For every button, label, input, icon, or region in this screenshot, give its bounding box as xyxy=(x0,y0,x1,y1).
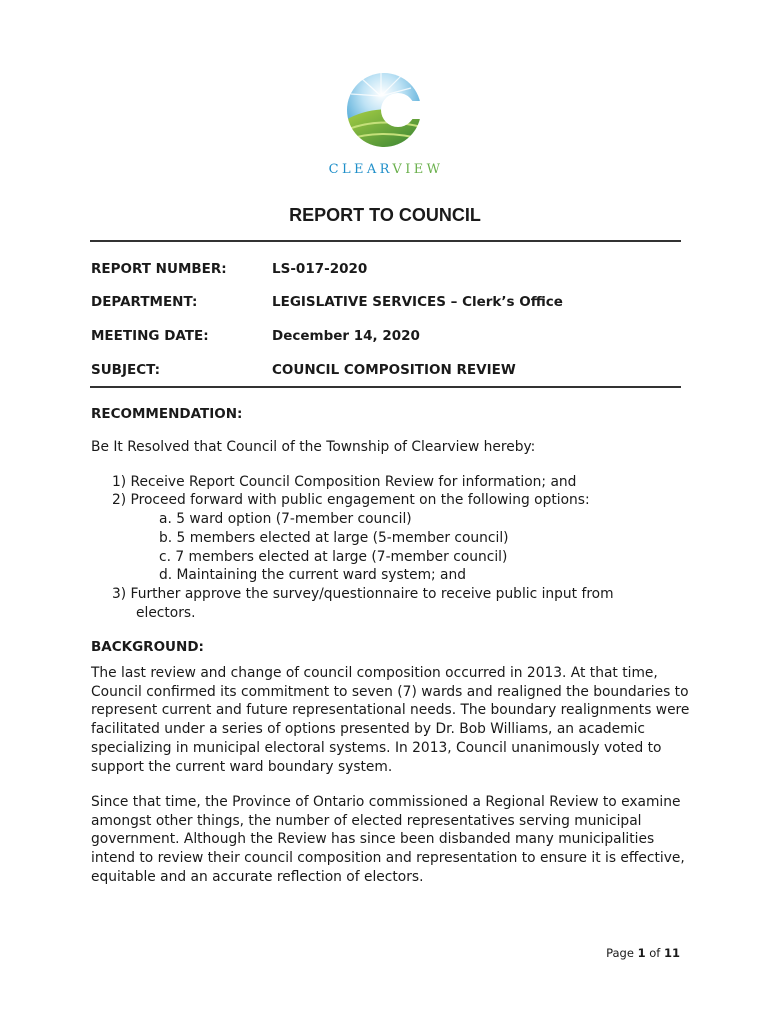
page-word: Page xyxy=(606,946,634,960)
background-paragraph: Since that time, the Province of Ontario commissioned a Regional Review to examine amongst other things, the number of elected representatives serving municipal government. Although the Review has since been disbanded many municipalities intend to review their council composition and representation to ensure it is effective, equitable and an accurate reflection of electors. xyxy=(91,794,685,885)
clearview-logo xyxy=(322,70,450,185)
recommendation-item: 2) Proceed forward with public engagement on the following options: xyxy=(112,492,590,508)
logo-wordmark xyxy=(322,162,450,177)
logo-wordmark-view: VIEW xyxy=(392,162,444,177)
report-title: REPORT TO COUNCIL xyxy=(289,205,481,225)
clearview-emblem-icon xyxy=(346,70,426,150)
meeting-date-value: December 14, 2020 xyxy=(272,328,420,344)
meta-rule xyxy=(90,386,681,388)
recommendation-subitem: d. Maintaining the current ward system; and xyxy=(159,567,466,583)
of-word: of xyxy=(649,946,661,960)
report-number-label: REPORT NUMBER: xyxy=(91,261,227,277)
recommendation-item-continued: electors. xyxy=(136,605,196,621)
subject-label: SUBJECT: xyxy=(91,362,160,378)
logo-wordmark-clear: CLEAR xyxy=(328,162,393,177)
recommendation-item: 3) Further approve the survey/questionnaire to receive public input from xyxy=(112,586,614,602)
recommendation-intro: Be It Resolved that Council of the Township of Clearview hereby: xyxy=(91,439,536,455)
recommendation-subitem: c. 7 members elected at large (7-member council) xyxy=(159,549,508,565)
page-footer xyxy=(606,946,680,960)
page-total: 11 xyxy=(663,946,680,960)
department-value: LEGISLATIVE SERVICES – Clerk’s Office xyxy=(272,294,563,310)
recommendation-subitem: b. 5 members elected at large (5-member council) xyxy=(159,530,509,546)
subject-value: COUNCIL COMPOSITION REVIEW xyxy=(272,362,516,378)
header-rule xyxy=(90,240,681,242)
meeting-date-label: MEETING DATE: xyxy=(91,328,209,344)
department-label: DEPARTMENT: xyxy=(91,294,198,310)
background-heading: BACKGROUND: xyxy=(91,639,204,655)
recommendation-heading: RECOMMENDATION: xyxy=(91,406,243,422)
page-current: 1 xyxy=(637,946,646,960)
report-number-value: LS-017-2020 xyxy=(272,261,368,277)
recommendation-item: 1) Receive Report Council Composition Review for information; and xyxy=(112,474,577,490)
recommendation-subitem: a. 5 ward option (7-member council) xyxy=(159,511,412,527)
background-paragraph: The last review and change of council composition occurred in 2013. At that time, Council confirmed its commitment to seven (7) wards and realigned the boundaries to represent current and future representational needs. The boundary realignments were facilitated under a series of options presented by Dr. Bob Williams, an academic specializing in municipal electoral systems. In 2013, Council unanimously voted to support the current ward boundary system. xyxy=(91,665,690,775)
